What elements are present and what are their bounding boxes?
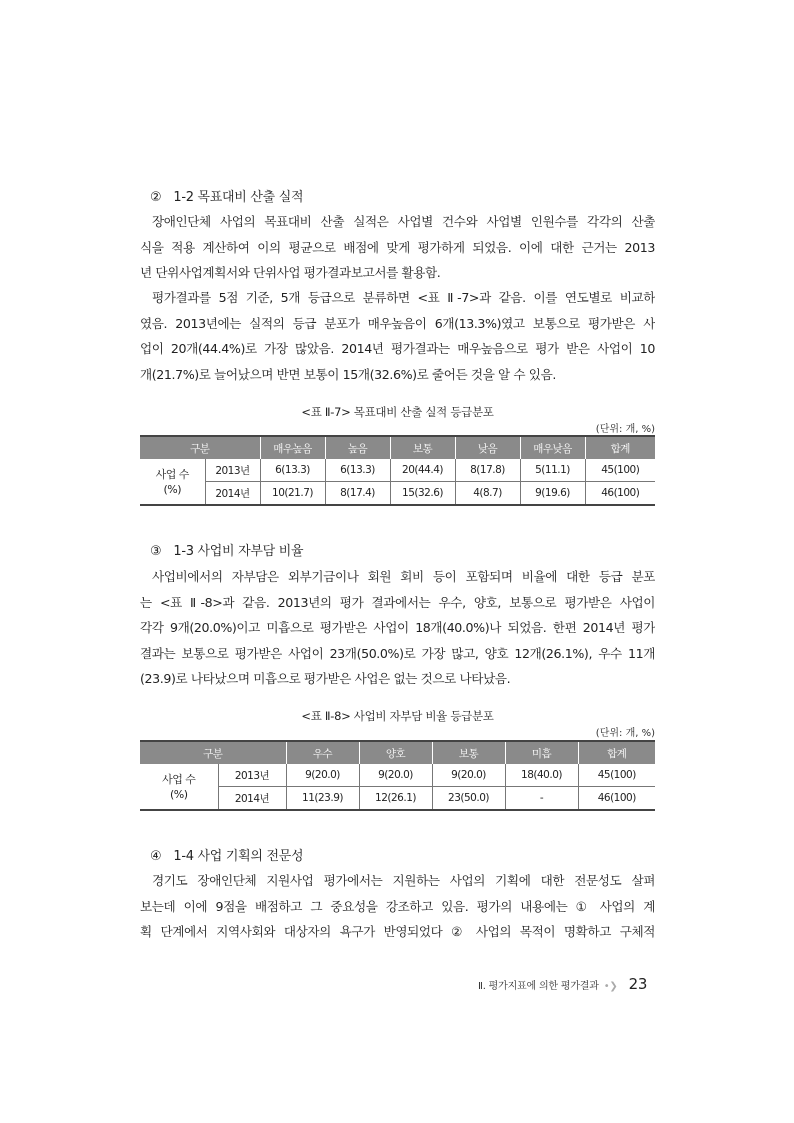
paragraph xyxy=(140,285,655,387)
column-header: 구분 xyxy=(140,741,286,764)
table-cell: 45(100) xyxy=(585,459,655,482)
section-heading-1-2 xyxy=(150,186,303,205)
row-group-label xyxy=(140,459,205,505)
table-cell: 5(11.1) xyxy=(520,459,585,482)
table-row xyxy=(140,787,655,811)
text-line: 업이 20개(44.4%)로 가장 많았음. 2014년 평가결과는 매우높음으로 평가 받은 사업이 10 xyxy=(140,341,655,356)
section-title: 1-3 사업비 자부담 비율 xyxy=(173,544,304,559)
column-header: 미흡 xyxy=(505,741,578,764)
text-line: 사업비에서의 자부담은 외부기금이나 회원 회비 등이 포함되며 비율에 대한 등급 분포 xyxy=(152,569,655,584)
table-cell: 10(21.7) xyxy=(260,482,325,506)
text-line: 결과는 보통으로 평가받은 사업이 23개(50.0%)로 가장 많고, 양호 12개(26.1%), 우수 11개 xyxy=(140,645,655,661)
text-line: 였음. 2013년에는 실적의 등급 분포가 매우높음이 6개(13.3%)였고 보통으로 평가받은 사 xyxy=(140,315,655,331)
text-line: 평가결과를 5점 기준, 5개 등급으로 분류하면 <표 Ⅱ-7>과 같음. 이를 연도별로 비교하 xyxy=(152,290,655,305)
year-cell: 2014년 xyxy=(218,787,286,811)
table-caption: <표 Ⅱ-7> 목표대비 산출 실적 등급분포 xyxy=(301,405,494,419)
table-cell: 6(13.3) xyxy=(325,459,390,482)
column-header: 합계 xyxy=(578,741,655,764)
table-cell: 45(100) xyxy=(578,764,655,787)
page-footer xyxy=(478,975,647,993)
text-line: 보는데 이에 9점을 배점하고 그 중요성을 강조하고 있음. 평가의 내용에는 ① 사업의 계 xyxy=(140,898,655,914)
table-cell: 12(26.1) xyxy=(359,787,432,811)
table-cell: 46(100) xyxy=(578,787,655,811)
paragraph xyxy=(140,209,655,286)
section-heading-1-3 xyxy=(150,540,303,559)
year-cell: 2013년 xyxy=(218,764,286,787)
table-cell: 4(8.7) xyxy=(455,482,520,506)
section-title: 1-4 사업 기획의 전문성 xyxy=(173,849,304,864)
paragraph xyxy=(140,564,655,692)
chapter-label: Ⅱ. 평가지표에 의한 평가결과 xyxy=(478,981,599,992)
section-number: ③ xyxy=(150,544,162,559)
table-unit: (단위: 개, %) xyxy=(595,424,655,435)
grade-distribution-table-8 xyxy=(140,740,655,811)
row-group-label xyxy=(140,764,218,810)
text-line: 각각 9개(20.0%)이고 미흡으로 평가받은 사업이 18개(40.0%)나 되었음. 한편 2014년 평가 xyxy=(140,620,655,635)
text-line: 경기도 장애인단체 지원사업 평가에서는 지원하는 사업의 기획에 대한 전문성도 살펴 xyxy=(152,873,655,888)
section-number: ④ xyxy=(150,849,162,864)
table-row xyxy=(140,764,655,787)
column-header: 구분 xyxy=(140,436,260,459)
table-cell: 6(13.3) xyxy=(260,459,325,482)
column-header: 낮음 xyxy=(455,436,520,459)
section-title: 1-2 목표대비 산출 실적 xyxy=(173,190,304,205)
year-cell: 2013년 xyxy=(205,459,260,482)
table-cell: 9(19.6) xyxy=(520,482,585,506)
paragraph xyxy=(140,868,655,945)
table-unit: (단위: 개, %) xyxy=(595,728,655,739)
year-cell: 2014년 xyxy=(205,482,260,506)
table-cell: 9(20.0) xyxy=(286,764,359,787)
text-line: (23.9)로 나타났으며 미흡으로 평가받은 사업은 없는 것으로 나타났음. xyxy=(140,671,511,686)
table-row xyxy=(140,482,655,506)
table-cell: 15(32.6) xyxy=(390,482,455,506)
column-header: 양호 xyxy=(359,741,432,764)
table-row xyxy=(140,459,655,482)
table-cell: 9(20.0) xyxy=(432,764,505,787)
page-number: 23 xyxy=(628,975,648,993)
table-cell: 23(50.0) xyxy=(432,787,505,811)
section-number: ② xyxy=(150,190,162,205)
text-line: 장애인단체 사업의 목표대비 산출 실적은 사업별 건수와 사업별 인원수를 각각의 산출 xyxy=(152,214,655,229)
table-cell: 8(17.8) xyxy=(455,459,520,482)
column-header: 매우낮음 xyxy=(520,436,585,459)
row-label-line: 사업 수 xyxy=(162,772,196,786)
column-header: 높음 xyxy=(325,436,390,459)
column-header: 매우높음 xyxy=(260,436,325,459)
table-cell: 8(17.4) xyxy=(325,482,390,506)
grade-distribution-table-7 xyxy=(140,435,655,506)
column-header: 우수 xyxy=(286,741,359,764)
column-header: 보통 xyxy=(432,741,505,764)
table-cell: 9(20.0) xyxy=(359,764,432,787)
text-line: 획 단계에서 지역사회와 대상자의 욕구가 반영되었다 ② 사업의 목적이 명확하고 구체적 xyxy=(140,924,655,939)
text-line: 식을 적용 계산하여 이의 평균으로 배점에 맞게 평가하게 되었음. 이에 대한 근거는 2013 xyxy=(140,239,655,255)
table-cell: 11(23.9) xyxy=(286,787,359,811)
row-label-line: (%) xyxy=(163,482,182,496)
table-header-row xyxy=(140,436,655,459)
row-label-line: 사업 수 xyxy=(155,467,189,481)
section-heading-1-4 xyxy=(150,845,303,864)
column-header: 보통 xyxy=(390,436,455,459)
double-chevron-icon: •❯ xyxy=(603,981,618,992)
row-label-line: (%) xyxy=(169,787,188,801)
text-line: 년 단위사업계획서와 단위사업 평가결과보고서를 활용함. xyxy=(140,265,441,280)
table-cell: 46(100) xyxy=(585,482,655,506)
text-line: 개(21.7%)로 늘어났으며 반면 보통이 15개(32.6%)로 줄어든 것을 알 수 있음. xyxy=(140,366,556,382)
column-header: 합계 xyxy=(585,436,655,459)
table-cell: 20(44.4) xyxy=(390,459,455,482)
table-caption: <표 Ⅱ-8> 사업비 자부담 비율 등급분포 xyxy=(301,709,494,723)
text-line: 는 <표 Ⅱ-8>과 같음. 2013년의 평가 결과에서는 우수, 양호, 보통으로 평가받은 사업이 xyxy=(140,594,655,610)
table-cell: - xyxy=(505,787,578,811)
table-cell: 18(40.0) xyxy=(505,764,578,787)
table-header-row xyxy=(140,741,655,764)
